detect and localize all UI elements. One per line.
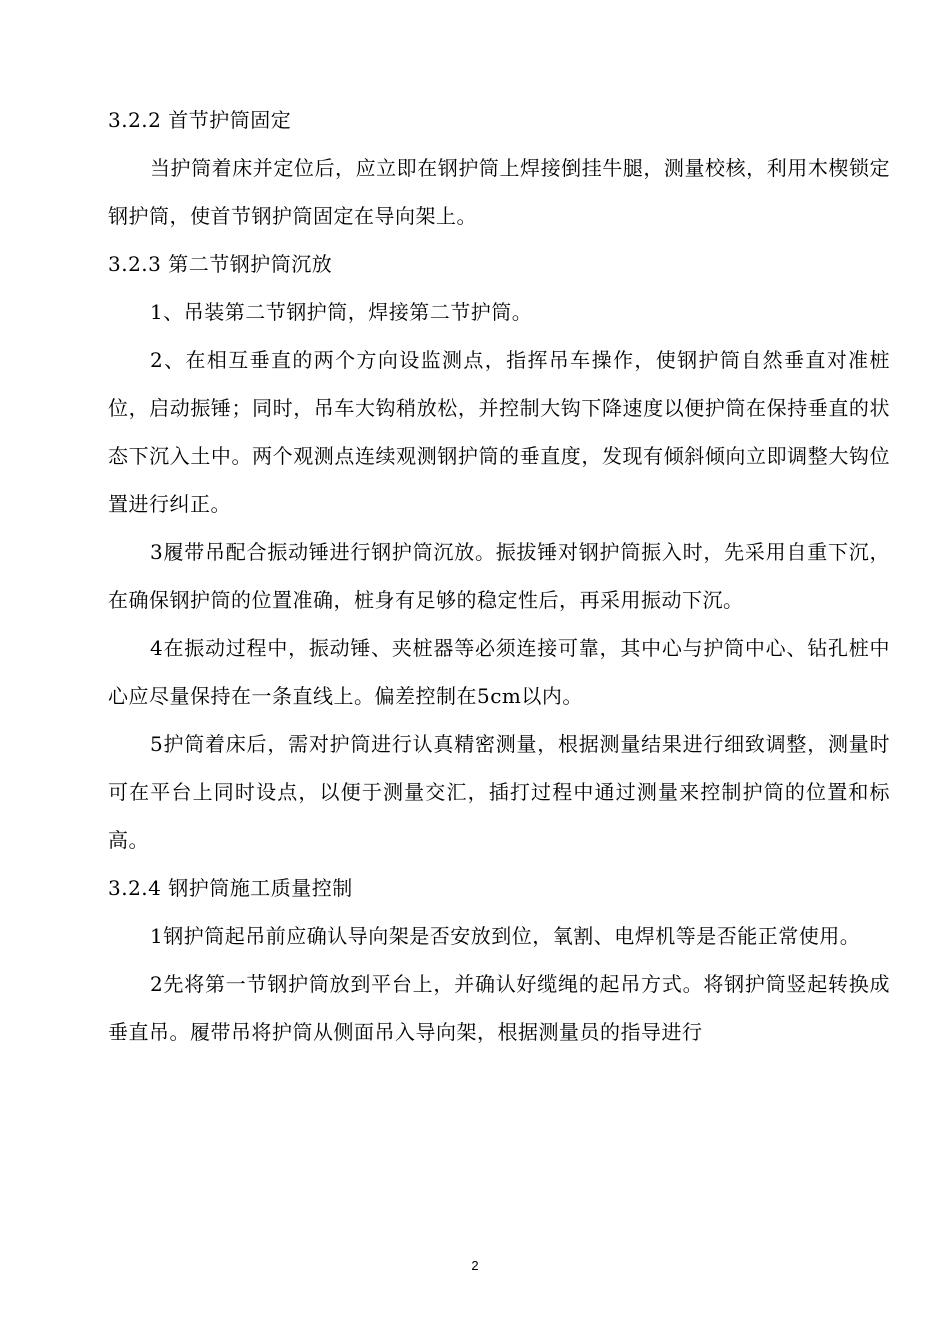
paragraph: 5护筒着床后，需对护筒进行认真精密测量，根据测量结果进行细致调整，测量时可在平台上同时设点，以便于测量交汇，插打过程中通过测量来控制护筒的位置和标高。: [108, 732, 890, 852]
paragraph: 3履带吊配合振动锤进行钢护筒沉放。振拔锤对钢护筒振入时，先采用自重下沉，在确保钢护筒的位置准确，桩身有足够的稳定性后，再采用振动下沉。: [108, 540, 890, 612]
section-3-2-2: [108, 96, 890, 240]
page-body: [108, 96, 890, 1056]
paragraph: 当护筒着床并定位后，应立即在钢护筒上焊接倒挂牛腿，测量校核，利用木楔锁定钢护筒，使首节钢护筒固定在导向架上。: [108, 156, 890, 228]
paragraph: 4在振动过程中，振动锤、夹桩器等必须连接可靠，其中心与护筒中心、钻孔桩中心应尽量保持在一条直线上。偏差控制在5cm以内。: [108, 636, 890, 708]
paragraph: 2、在相互垂直的两个方向设监测点，指挥吊车操作，使钢护筒自然垂直对准桩位，启动振锤；同时，吊车大钩稍放松，并控制大钩下降速度以便护筒在保持垂直的状态下沉入土中。两个观测点连续观测钢护筒的垂直度，发现有倾斜倾向立即调整大钩位置进行纠正。: [108, 348, 890, 516]
section-heading: 3.2.4 钢护筒施工质量控制: [108, 876, 353, 900]
section-heading: 3.2.2 首节护筒固定: [108, 108, 292, 132]
section-3-2-3: [108, 240, 890, 864]
paragraph: 1钢护筒起吊前应确认导向架是否安放到位，氧割、电焊机等是否能正常使用。: [150, 924, 861, 948]
section-3-2-4: [108, 864, 890, 1056]
page-number: 2: [471, 1258, 479, 1273]
paragraph: 2先将第一节钢护筒放到平台上，并确认好缆绳的起吊方式。将钢护筒竖起转换成垂直吊。履带吊将护筒从侧面吊入导向架，根据测量员的指导进行: [108, 972, 890, 1044]
paragraph: 1、吊装第二节钢护筒，焊接第二节护筒。: [150, 300, 533, 324]
section-heading: 3.2.3 第二节钢护筒沉放: [108, 252, 333, 276]
